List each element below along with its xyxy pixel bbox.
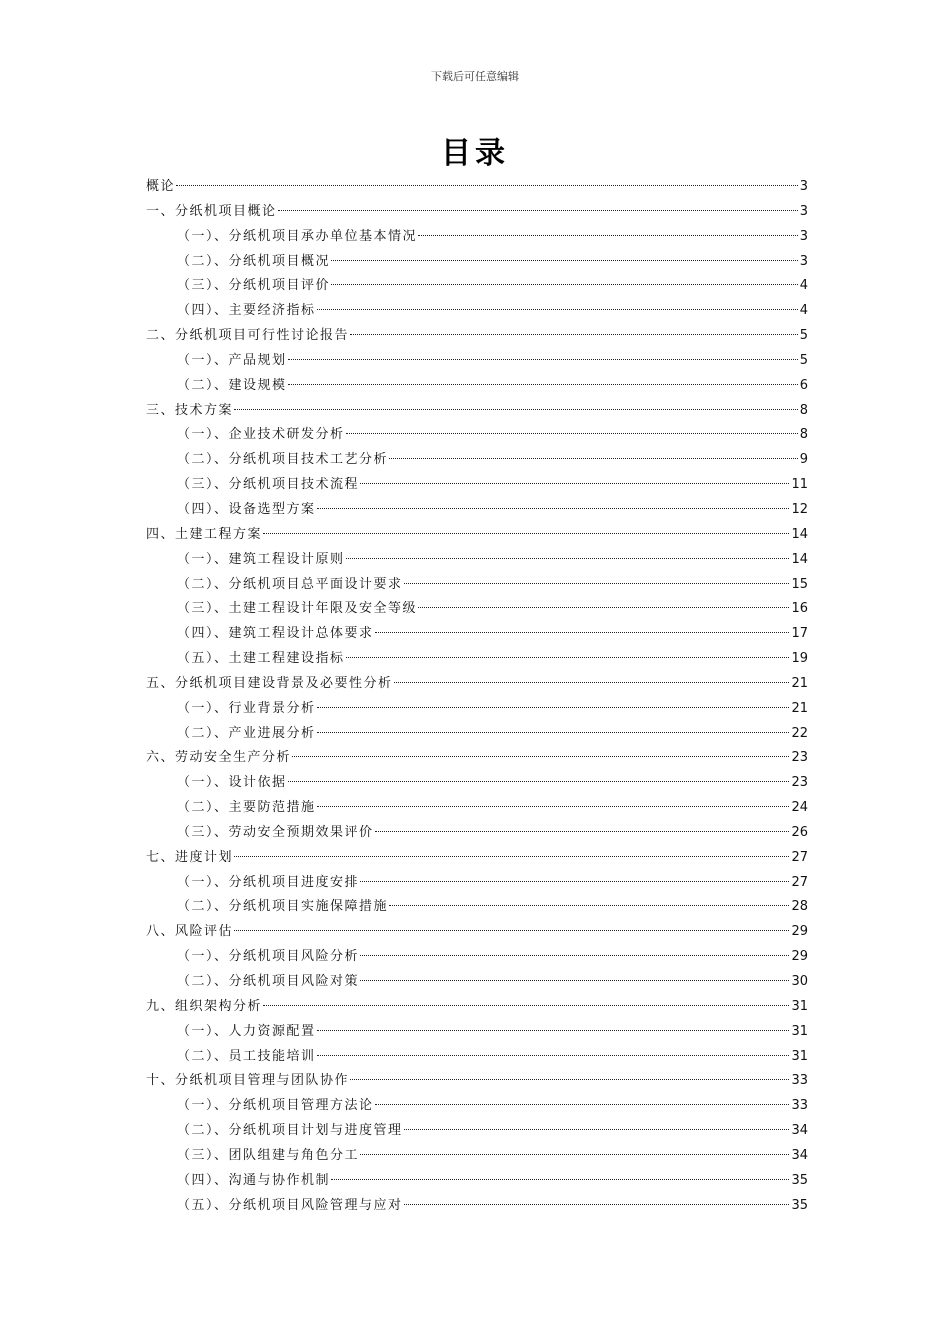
toc-page-number: 9 xyxy=(799,452,808,468)
toc-entry-text: （二）、产业进展分析 xyxy=(177,725,316,741)
dot-leader xyxy=(288,781,790,782)
dot-leader xyxy=(317,707,790,708)
toc-entry[interactable] xyxy=(146,1144,808,1169)
toc-entry-text: （三）、分纸机项目评价 xyxy=(177,278,331,294)
toc-page-number: 4 xyxy=(799,278,808,294)
dot-leader xyxy=(331,260,798,261)
dot-leader xyxy=(404,583,790,584)
dot-leader xyxy=(317,1055,790,1056)
toc-entry[interactable] xyxy=(146,1194,808,1219)
dot-leader xyxy=(360,955,789,956)
toc-entry-text: （一）、分纸机项目承办单位基本情况 xyxy=(177,228,418,244)
toc-page-number: 33 xyxy=(791,1098,808,1114)
dot-leader xyxy=(350,334,798,335)
toc-entry[interactable] xyxy=(146,573,808,598)
dot-leader xyxy=(234,409,798,410)
toc-entry[interactable] xyxy=(146,1020,808,1045)
dot-leader xyxy=(292,756,789,757)
toc-entry[interactable] xyxy=(146,970,808,995)
toc-page-number: 23 xyxy=(791,750,808,766)
toc-entry[interactable] xyxy=(146,647,808,672)
toc-entry-text: （四）、沟通与协作机制 xyxy=(177,1172,331,1188)
toc-entry[interactable] xyxy=(146,597,808,622)
dot-leader xyxy=(360,881,789,882)
toc-entry[interactable] xyxy=(146,523,808,548)
toc-entry[interactable] xyxy=(146,697,808,722)
toc-entry[interactable] xyxy=(146,1169,808,1194)
toc-entry[interactable] xyxy=(146,548,808,573)
toc-page-number: 11 xyxy=(791,477,808,493)
toc-entry-text: （二）、分纸机项目技术工艺分析 xyxy=(177,452,389,468)
toc-page-number: 3 xyxy=(799,228,808,244)
toc-entry-text: （二）、建设规模 xyxy=(177,377,287,393)
toc-entry-text: 九、组织架构分析 xyxy=(146,998,263,1014)
dot-leader xyxy=(263,1005,789,1006)
toc-page-number: 5 xyxy=(799,352,808,368)
toc-entry-text: （一）、分纸机项目风险分析 xyxy=(177,949,360,965)
toc-entry[interactable] xyxy=(146,324,808,349)
dot-leader xyxy=(375,632,790,633)
dot-leader xyxy=(331,1179,789,1180)
toc-entry[interactable] xyxy=(146,920,808,945)
toc-page-number: 15 xyxy=(791,576,808,592)
toc-page-number: 31 xyxy=(791,998,808,1014)
toc-page-number: 31 xyxy=(791,1023,808,1039)
toc-entry-text: 五、分纸机项目建设背景及必要性分析 xyxy=(146,675,393,691)
toc-page-number: 30 xyxy=(791,974,808,989)
toc-page-number: 14 xyxy=(791,526,808,542)
toc-entry-text: 三、技术方案 xyxy=(146,402,234,418)
toc-page-number: 23 xyxy=(791,775,808,791)
dot-leader xyxy=(360,980,789,981)
toc-entry-text: （一）、企业技术研发分析 xyxy=(177,427,345,443)
dot-leader xyxy=(346,433,798,434)
toc-entry-text: （一）、人力资源配置 xyxy=(177,1023,316,1039)
toc-entry[interactable] xyxy=(146,846,808,871)
toc-entry-text: 四、土建工程方案 xyxy=(146,526,263,542)
dot-leader xyxy=(350,1079,789,1080)
dot-leader xyxy=(418,607,789,608)
toc-entry-text: 概论 xyxy=(146,179,176,194)
toc-entry-text: （一）、分纸机项目进度安排 xyxy=(177,874,360,890)
toc-entry[interactable] xyxy=(146,250,808,275)
toc-entry[interactable] xyxy=(146,423,808,448)
dot-leader xyxy=(317,508,790,509)
toc-page-number: 35 xyxy=(791,1197,808,1213)
toc-entry-text: （一）、建筑工程设计原则 xyxy=(177,551,345,567)
toc-entry-text: （一）、行业背景分析 xyxy=(177,700,316,716)
toc-entry-text: （一）、设计依据 xyxy=(177,775,287,791)
toc-entry[interactable] xyxy=(146,399,808,424)
dot-leader xyxy=(394,682,790,683)
toc-entry-text: （四）、建筑工程设计总体要求 xyxy=(177,626,374,642)
toc-page-number: 29 xyxy=(791,924,808,940)
dot-leader xyxy=(389,458,798,459)
toc-entry-text: （三）、团队组建与角色分工 xyxy=(177,1147,360,1163)
toc-entry[interactable] xyxy=(146,895,808,920)
toc-entry-text: （三）、土建工程设计年限及安全等级 xyxy=(177,601,418,617)
page-header-note: 下载后可任意编辑 xyxy=(431,70,519,83)
toc-page-number: 24 xyxy=(791,800,808,816)
toc-page-number: 28 xyxy=(791,899,808,915)
toc-page-number: 12 xyxy=(791,501,808,517)
dot-leader xyxy=(176,185,798,186)
dot-leader xyxy=(404,1129,790,1130)
toc-entry[interactable] xyxy=(146,871,808,896)
toc-entry-text: （二）、主要防范措施 xyxy=(177,800,316,816)
toc-entry[interactable] xyxy=(146,1069,808,1094)
toc-page-number: 3 xyxy=(799,179,808,194)
toc-entry[interactable] xyxy=(146,473,808,498)
toc-page-number: 17 xyxy=(791,626,808,642)
toc-page-number: 8 xyxy=(799,402,808,418)
toc-entry-text: （五）、分纸机项目风险管理与应对 xyxy=(177,1197,403,1213)
toc-page-number: 29 xyxy=(791,949,808,965)
toc-page-number: 5 xyxy=(799,328,808,344)
table-of-contents xyxy=(146,175,808,1218)
toc-entry[interactable] xyxy=(146,1045,808,1070)
toc-entry-text: （四）、主要经济指标 xyxy=(177,303,316,319)
toc-page-number: 3 xyxy=(799,203,808,219)
toc-entry[interactable] xyxy=(146,374,808,399)
toc-entry-text: （二）、员工技能培训 xyxy=(177,1048,316,1064)
toc-entry-text: 二、分纸机项目可行性讨论报告 xyxy=(146,328,350,344)
toc-page-number: 22 xyxy=(791,725,808,741)
toc-page-number: 27 xyxy=(791,849,808,865)
dot-leader xyxy=(234,930,789,931)
toc-title: 目录 xyxy=(441,136,509,171)
toc-entry-text: （二）、分纸机项目概况 xyxy=(177,253,331,269)
toc-page-number: 8 xyxy=(799,427,808,443)
dot-leader xyxy=(360,1154,789,1155)
dot-leader xyxy=(317,806,790,807)
toc-entry[interactable] xyxy=(146,821,808,846)
toc-page-number: 19 xyxy=(791,651,808,667)
dot-leader xyxy=(278,210,798,211)
toc-entry-text: 十、分纸机项目管理与团队协作 xyxy=(146,1073,350,1089)
toc-entry-text: （三）、分纸机项目技术流程 xyxy=(177,477,360,493)
toc-entry-text: （二）、分纸机项目计划与进度管理 xyxy=(177,1123,403,1139)
toc-page-number: 6 xyxy=(799,377,808,393)
toc-entry[interactable] xyxy=(146,1094,808,1119)
dot-leader xyxy=(288,359,798,360)
dot-leader xyxy=(234,856,789,857)
toc-entry[interactable] xyxy=(146,672,808,697)
toc-entry-text: （五）、土建工程建设指标 xyxy=(177,651,345,667)
toc-entry[interactable] xyxy=(146,498,808,523)
toc-entry[interactable] xyxy=(146,771,808,796)
dot-leader xyxy=(389,905,789,906)
toc-page-number: 31 xyxy=(791,1048,808,1064)
toc-page-number: 16 xyxy=(791,601,808,617)
toc-entry[interactable] xyxy=(146,722,808,747)
toc-entry[interactable] xyxy=(146,1119,808,1144)
toc-entry[interactable] xyxy=(146,746,808,771)
toc-entry[interactable] xyxy=(146,225,808,250)
toc-entry-text: 八、风险评估 xyxy=(146,924,234,940)
toc-entry[interactable] xyxy=(146,299,808,324)
toc-page-number: 35 xyxy=(791,1172,808,1188)
dot-leader xyxy=(346,657,790,658)
toc-entry[interactable] xyxy=(146,448,808,473)
dot-leader xyxy=(418,235,798,236)
dot-leader xyxy=(404,1204,790,1205)
toc-entry[interactable] xyxy=(146,175,808,200)
dot-leader xyxy=(375,831,790,832)
toc-entry-text: 六、劳动安全生产分析 xyxy=(146,750,292,766)
dot-leader xyxy=(317,732,790,733)
toc-entry[interactable] xyxy=(146,349,808,374)
toc-entry[interactable] xyxy=(146,200,808,225)
dot-leader xyxy=(346,558,790,559)
toc-entry-text: （二）、分纸机项目总平面设计要求 xyxy=(177,576,403,592)
toc-page-number: 27 xyxy=(791,874,808,890)
toc-page-number: 14 xyxy=(791,551,808,567)
toc-entry-text: 七、进度计划 xyxy=(146,849,234,865)
toc-page-number: 34 xyxy=(791,1147,808,1163)
toc-page-number: 3 xyxy=(799,253,808,269)
toc-page-number: 26 xyxy=(791,824,808,840)
toc-entry[interactable] xyxy=(146,274,808,299)
toc-entry-text: （三）、劳动安全预期效果评价 xyxy=(177,824,374,840)
toc-entry-text: （二）、分纸机项目实施保障措施 xyxy=(177,899,389,915)
toc-page-number: 33 xyxy=(791,1073,808,1089)
dot-leader xyxy=(331,284,798,285)
toc-entry-text: （二）、分纸机项目风险对策 xyxy=(177,974,360,989)
dot-leader xyxy=(317,1030,790,1031)
toc-page-number: 21 xyxy=(791,700,808,716)
toc-entry-text: （一）、产品规划 xyxy=(177,352,287,368)
toc-page-number: 34 xyxy=(791,1123,808,1139)
toc-entry[interactable] xyxy=(146,622,808,647)
toc-entry[interactable] xyxy=(146,945,808,970)
toc-entry[interactable] xyxy=(146,796,808,821)
dot-leader xyxy=(375,1104,790,1105)
toc-entry-text: 一、分纸机项目概论 xyxy=(146,203,277,219)
dot-leader xyxy=(360,483,789,484)
toc-entry[interactable] xyxy=(146,995,808,1020)
dot-leader xyxy=(288,384,798,385)
dot-leader xyxy=(317,309,798,310)
toc-page-number: 4 xyxy=(799,303,808,319)
toc-entry-text: （一）、分纸机项目管理方法论 xyxy=(177,1098,374,1114)
dot-leader xyxy=(263,533,789,534)
toc-page-number: 21 xyxy=(791,675,808,691)
toc-entry-text: （四）、设备选型方案 xyxy=(177,501,316,517)
